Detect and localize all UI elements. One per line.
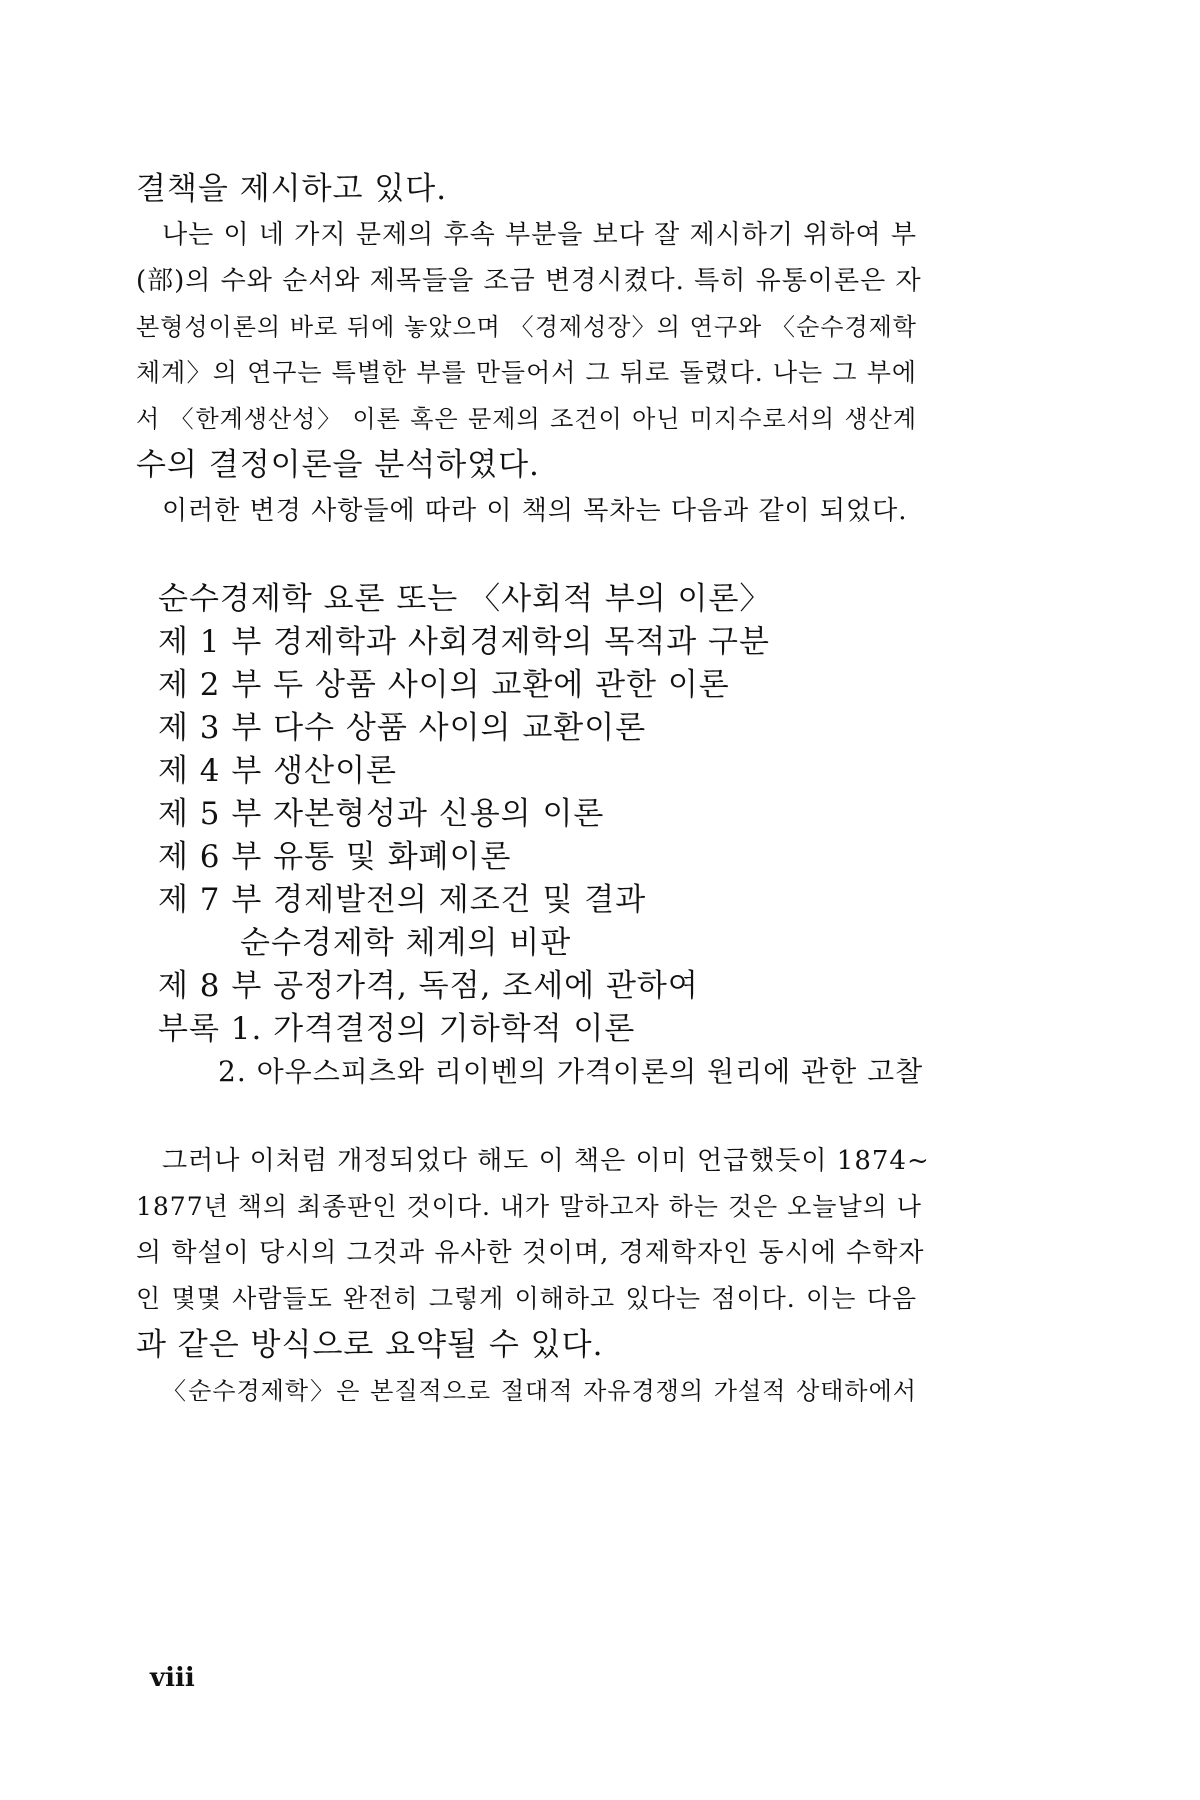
text-line: 체계〉의 연구는 특별한 부를 만들어서 그 뒤로 돌렸다. 나는 그 부에 [136, 358, 917, 387]
contents-title: 순수경제학 요론 또는 〈사회적 부의 이론〉 [158, 581, 772, 617]
contents-item: 제 4 부 생산이론 [158, 753, 397, 789]
text-line: 인 몇몇 사람들도 완전히 그렇게 이해하고 있다는 점이다. 이는 다음 [136, 1284, 917, 1313]
page-number: viii [150, 1663, 195, 1693]
contents-item: 제 8 부 공정가격, 독점, 조세에 관하여 [158, 968, 699, 1004]
text-line: 1877년 책의 최종판인 것이다. 내가 말하고자 하는 것은 오늘날의 나 [136, 1192, 922, 1221]
contents-item: 제 2 부 두 상품 사이의 교환에 관한 이론 [158, 667, 730, 703]
text-line: 수의 결정이론을 분석하였다. [136, 447, 540, 483]
text-line: 〈순수경제학〉은 본질적으로 절대적 자유경쟁의 가설적 상태하에서 [162, 1377, 917, 1405]
text-line: 그러나 이처럼 개정되었다 해도 이 책은 이미 언급했듯이 1874~ [162, 1146, 930, 1176]
contents-item: 제 6 부 유통 및 화폐이론 [158, 839, 512, 875]
text-line: (部)의 수와 순서와 제목들을 조금 변경시켰다. 특히 유통이론은 자 [136, 266, 922, 296]
text-line: 본형성이론의 바로 뒤에 놓았으며 〈경제성장〉의 연구와 〈순수경제학 [136, 313, 917, 341]
text-line: 서 〈한계생산성〉 이론 혹은 문제의 조건이 아닌 미지수로서의 생산계 [136, 405, 917, 433]
contents-item: 제 1 부 경제학과 사회경제학의 목적과 구분 [158, 624, 770, 660]
contents-item: 부록 1. 가격결정의 기하학적 이론 [158, 1011, 636, 1047]
text-line: 결책을 제시하고 있다. [136, 171, 448, 207]
text-line: 이러한 변경 사항들에 따라 이 책의 목차는 다음과 같이 되었다. [162, 496, 908, 526]
text-line: 의 학설이 당시의 그것과 유사한 것이며, 경제학자인 동시에 수학자 [136, 1238, 925, 1268]
contents-item: 순수경제학 체계의 비판 [240, 925, 572, 961]
contents-item: 2. 아우스피츠와 리이벤의 가격이론의 원리에 관한 고찰 [218, 1055, 924, 1088]
contents-item: 제 7 부 경제발전의 제조건 및 결과 [158, 882, 647, 918]
text-line: 나는 이 네 가지 문제의 후속 부분을 보다 잘 제시하기 위하여 부 [162, 220, 917, 250]
text-line: 과 같은 방식으로 요약될 수 있다. [136, 1327, 604, 1363]
contents-item: 제 5 부 자본형성과 신용의 이론 [158, 796, 605, 832]
contents-item: 제 3 부 다수 상품 사이의 교환이론 [158, 710, 647, 746]
